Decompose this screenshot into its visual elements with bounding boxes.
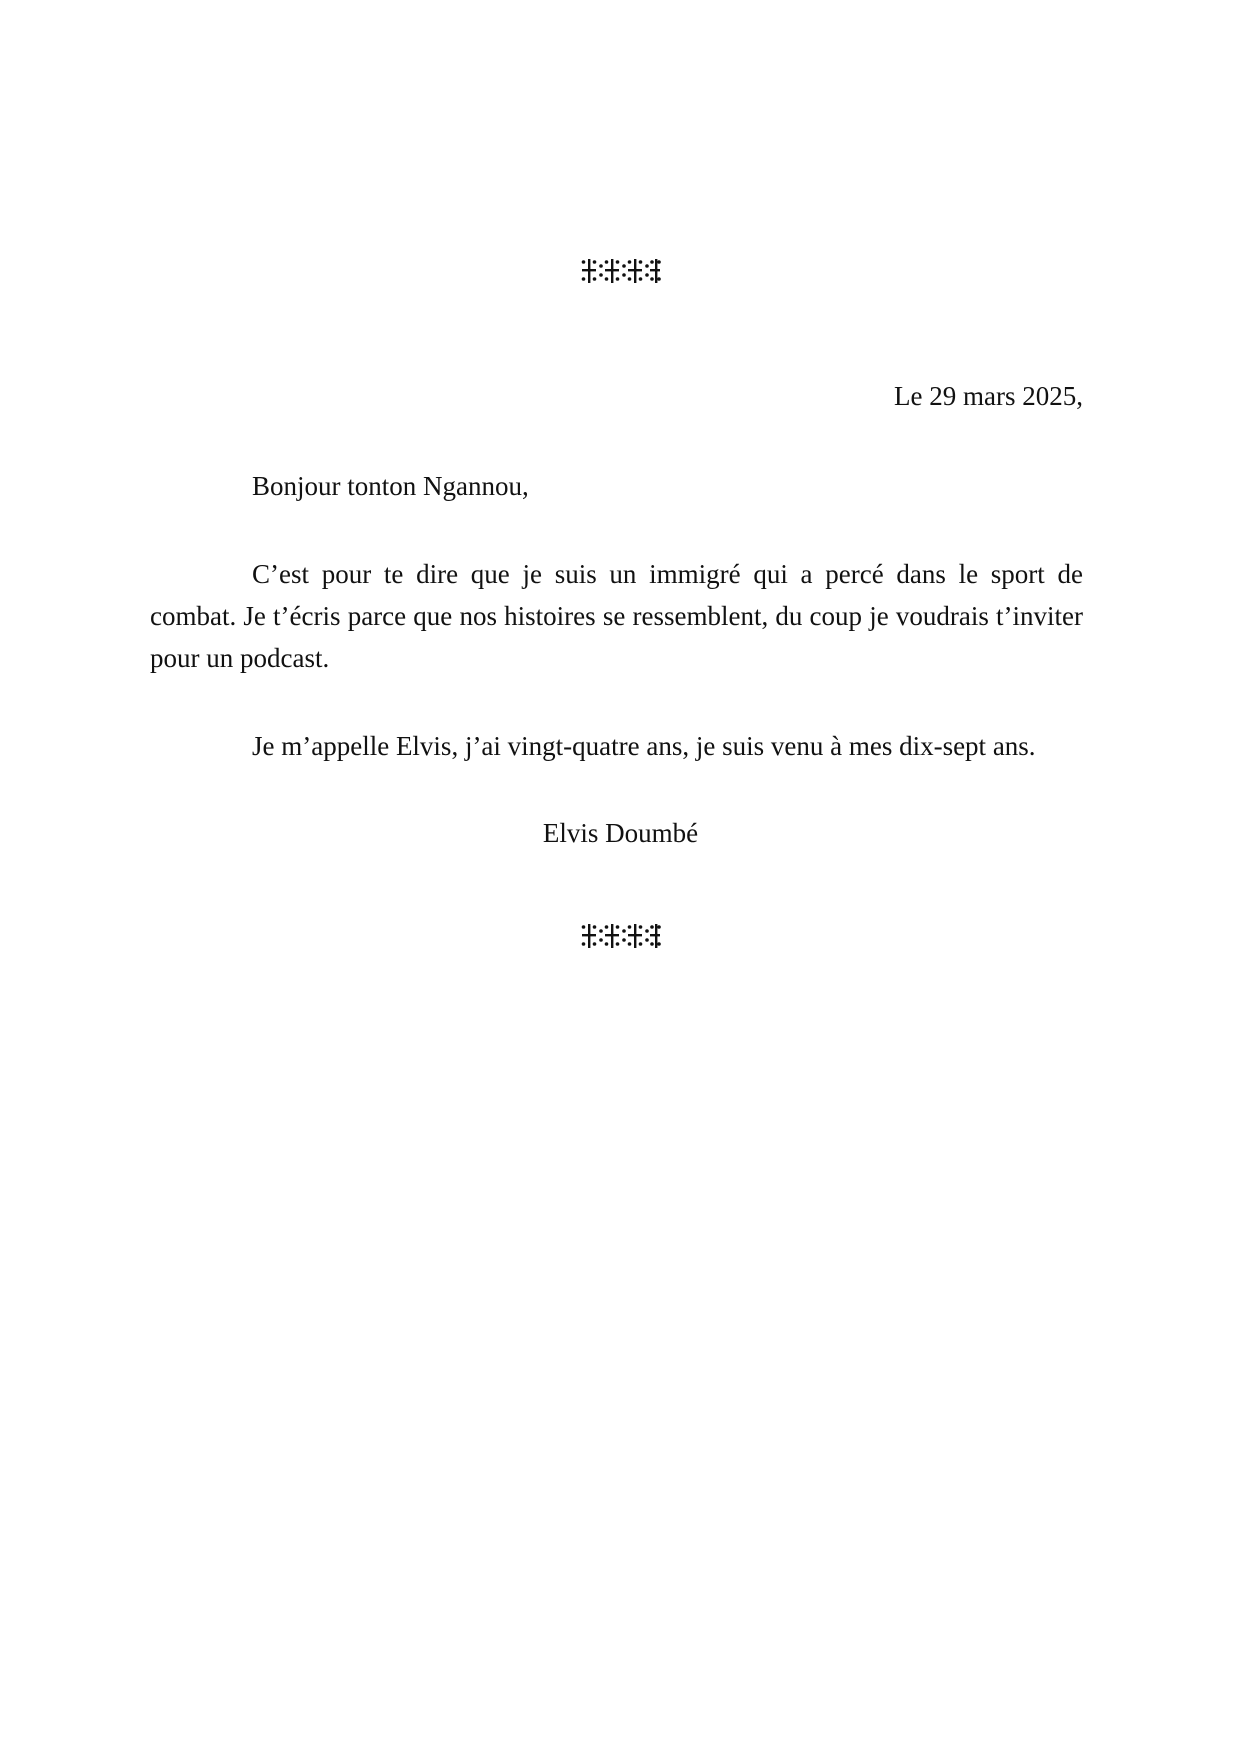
dotted-cross-ornament-icon	[581, 923, 661, 949]
dotted-cross-ornament-icon	[581, 258, 661, 284]
letter-paragraph: C’est pour te dire que je suis un immigré qui a percé dans le sport de combat. Je t’écris parce que nos histoires se ressemblent, du coup je voudrais t’inviter pour un podcast.	[150, 559, 1083, 673]
letter-date: Le 29 mars 2025,	[894, 381, 1083, 411]
top-ornament-icon	[0, 258, 1241, 284]
bottom-ornament-icon	[0, 923, 1241, 949]
letter-salutation: Bonjour tonton Ngannou,	[252, 471, 529, 501]
letter-paragraph: Je m’appelle Elvis, j’ai vingt-quatre ans, je suis venu à mes dix-sept ans.	[252, 731, 1036, 761]
letter-signature: Elvis Doumbé	[542, 818, 699, 848]
